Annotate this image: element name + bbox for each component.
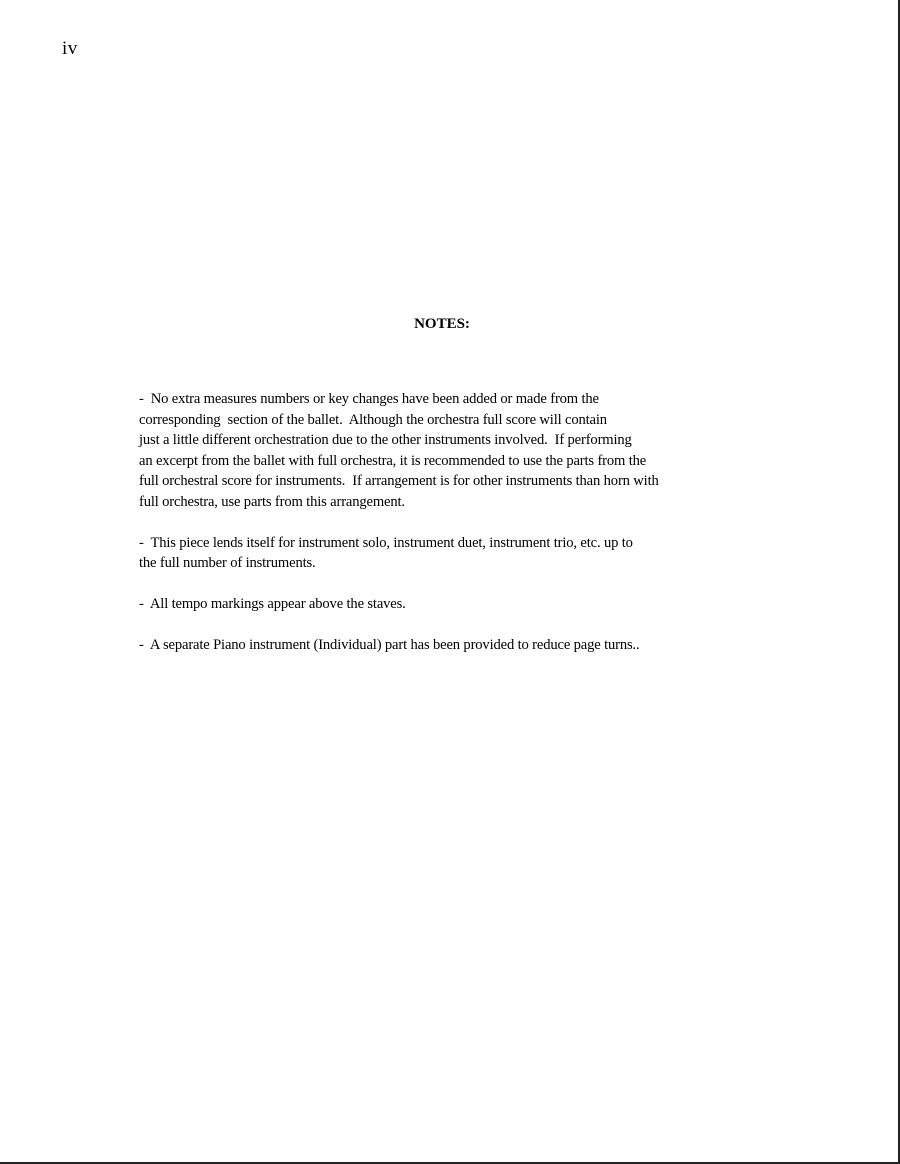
note-line: just a little different orchestration due to the other instruments involved. If performing: [139, 432, 632, 448]
note-line: corresponding section of the ballet. Although the orchestra full score will contain: [139, 411, 607, 428]
note-line: - No extra measures numbers or key changes have been added or made from the: [139, 391, 599, 407]
note-paragraph: [139, 635, 799, 656]
note-line: full orchestral score for instruments. If arrangement is for other instruments than horn with: [139, 473, 659, 489]
notes-heading: NOTES:: [414, 316, 470, 332]
note-line: an excerpt from the ballet with full orchestra, it is recommended to use the parts from the: [139, 452, 647, 469]
page-number: iv: [62, 38, 78, 59]
note-line: - All tempo markings appear above the staves.: [139, 596, 406, 612]
note-paragraph: [139, 594, 799, 615]
note-line: the full number of instruments.: [139, 555, 316, 571]
note-line: - A separate Piano instrument (Individual) part has been provided to reduce page turns..: [139, 637, 640, 653]
note-line: - This piece lends itself for instrument solo, instrument duet, instrument trio, etc. up to: [139, 534, 633, 551]
notes-body: [139, 389, 799, 676]
note-paragraph: [139, 389, 799, 512]
note-paragraph: [139, 533, 799, 574]
note-line: full orchestra, use parts from this arrangement.: [139, 493, 405, 510]
